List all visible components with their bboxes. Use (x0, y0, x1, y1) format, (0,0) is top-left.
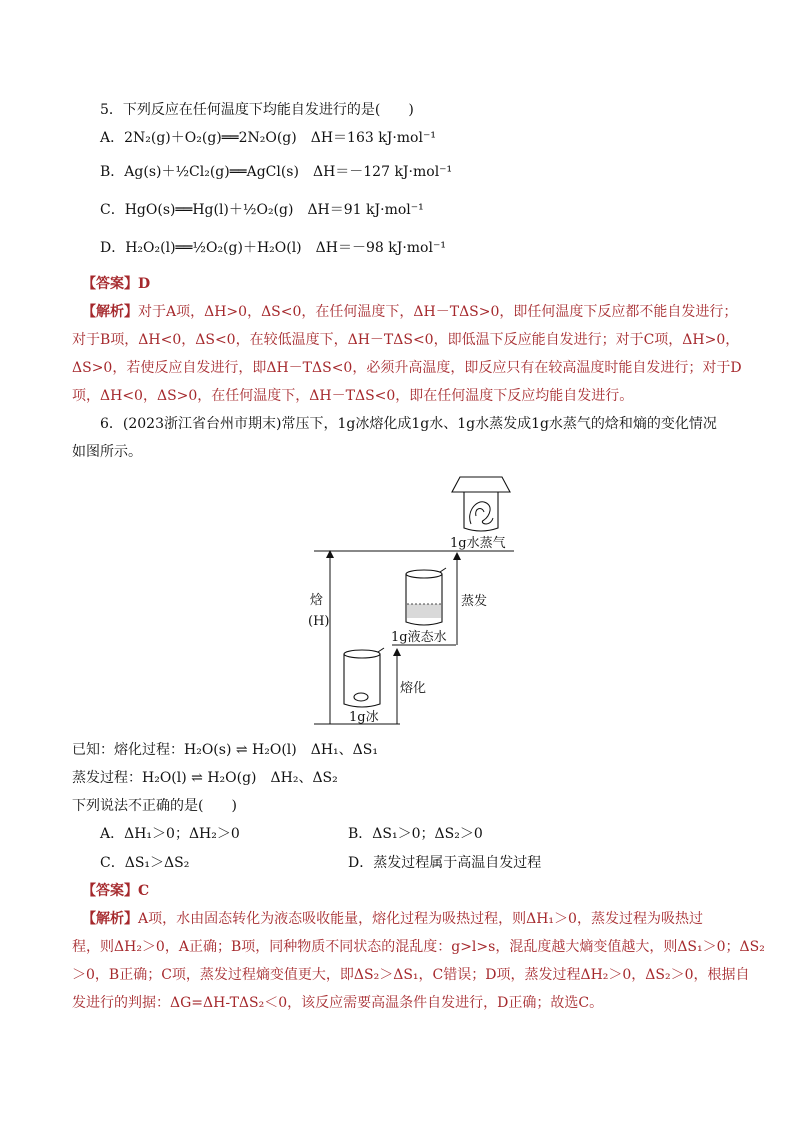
q6-analysis-line-4: 发进行的判据：ΔG=ΔH-TΔS₂＜0，该反应需要高温条件自发进行，D正确；故选C。 (72, 995, 604, 1011)
q6-option-c: C．ΔS₁＞ΔS₂ (100, 855, 190, 871)
q6-stem-line-2: 如图所示。 (72, 444, 142, 460)
q6-known-2: 蒸发过程：H₂O(l) ⇌ H₂O(g) ΔH₂、ΔS₂ (72, 770, 338, 786)
evap-label: 蒸发 (461, 594, 488, 609)
q6-option-b: B．ΔS₁＞0；ΔS₂＞0 (348, 826, 483, 842)
q6-analysis-line-2: 程，则ΔH₂＞0，A正确；B项，同种物质不同状态的混乱度：g>l>s，混乱度越大熵变值越大，则ΔS₁＞0；ΔS₂ (72, 939, 765, 955)
beaker-liquid-icon (406, 568, 446, 625)
q5-analysis-line-1: 【解析】对于A项，ΔH>0，ΔS<0，在任何温度下，ΔH－TΔS>0，即任何温度下反应都不能自发进行； (82, 304, 738, 320)
q5-option-c: C．HgO(s)══Hg(l)＋½O₂(g) ΔH＝91 kJ·mol⁻¹ (100, 202, 424, 218)
q5-analysis-line-3: ΔS>0，若使反应自发进行，即ΔH－TΔS<0，必须升高温度，即反应只有在较高温度时能自发进行；对于D (72, 360, 742, 376)
q5-option-d: D．H₂O₂(l)══½O₂(g)＋H₂O(l) ΔH＝－98 kJ·mol⁻¹ (100, 240, 446, 256)
melt-label: 熔化 (400, 681, 427, 696)
q6-answer: 【答案】C (82, 883, 150, 899)
q6-ask: 下列说法不正确的是( ) (72, 798, 237, 814)
liquid-label: 1g液态水 (391, 630, 447, 645)
q6-analysis-line-1: 【解析】A项，水由固态转化为液态吸收能量，熔化过程为吸热过程，则ΔH₁＞0，蒸发过程为吸热过 (82, 911, 703, 927)
axis-sub-label: (H) (308, 614, 330, 629)
beaker-ice-icon (344, 648, 384, 707)
q6-option-d: D．蒸发过程属于高温自发过程 (348, 855, 542, 871)
q5-option-b: B．Ag(s)＋½Cl₂(g)══AgCl(s) ΔH＝－127 kJ·mol⁻¹ (100, 164, 453, 180)
q5-answer: 【答案】D (82, 276, 151, 292)
q5-analysis-line-4: 项，ΔH<0，ΔS>0，在任何温度下，ΔH－TΔS<0，即在任何温度下反应均能自发进行。 (72, 388, 634, 404)
ice-label: 1g冰 (349, 710, 379, 725)
axis-label: 焓 (310, 593, 324, 608)
q6-option-a: A．ΔH₁＞0；ΔH₂＞0 (100, 826, 240, 842)
enthalpy-diagram (300, 470, 530, 732)
q5-stem: 5．下列反应在任何温度下均能自发进行的是( ) (100, 102, 414, 118)
q6-stem-line-1: 6．(2023浙江省台州市期末)常压下，1g冰熔化成1g水、1g水蒸发成1g水蒸气的焓和熵的变化情况 (100, 416, 717, 432)
q6-analysis-line-3: ＞0，B正确；C项，蒸发过程熵变值更大，即ΔS₂＞ΔS₁，C错误；D项，蒸发过程ΔH₂＞0，ΔS₂＞0，根据自 (72, 967, 750, 983)
melt-arrowhead (393, 648, 401, 656)
q5-option-a: A．2N₂(g)＋O₂(g)══2N₂O(g) ΔH＝163 kJ·mol⁻¹ (100, 130, 436, 146)
evap-arrowhead (453, 552, 461, 560)
vapor-label: 1g水蒸气 (450, 536, 506, 551)
q5-analysis-line-2: 对于B项，ΔH<0，ΔS<0，在较低温度下，ΔH－TΔS<0，即低温下反应能自发进行；对于C项，ΔH>0， (72, 332, 740, 348)
q6-known-1: 已知：熔化过程：H₂O(s) ⇌ H₂O(l) ΔH₁、ΔS₁ (72, 742, 378, 758)
beaker-vapor-icon (452, 477, 510, 531)
